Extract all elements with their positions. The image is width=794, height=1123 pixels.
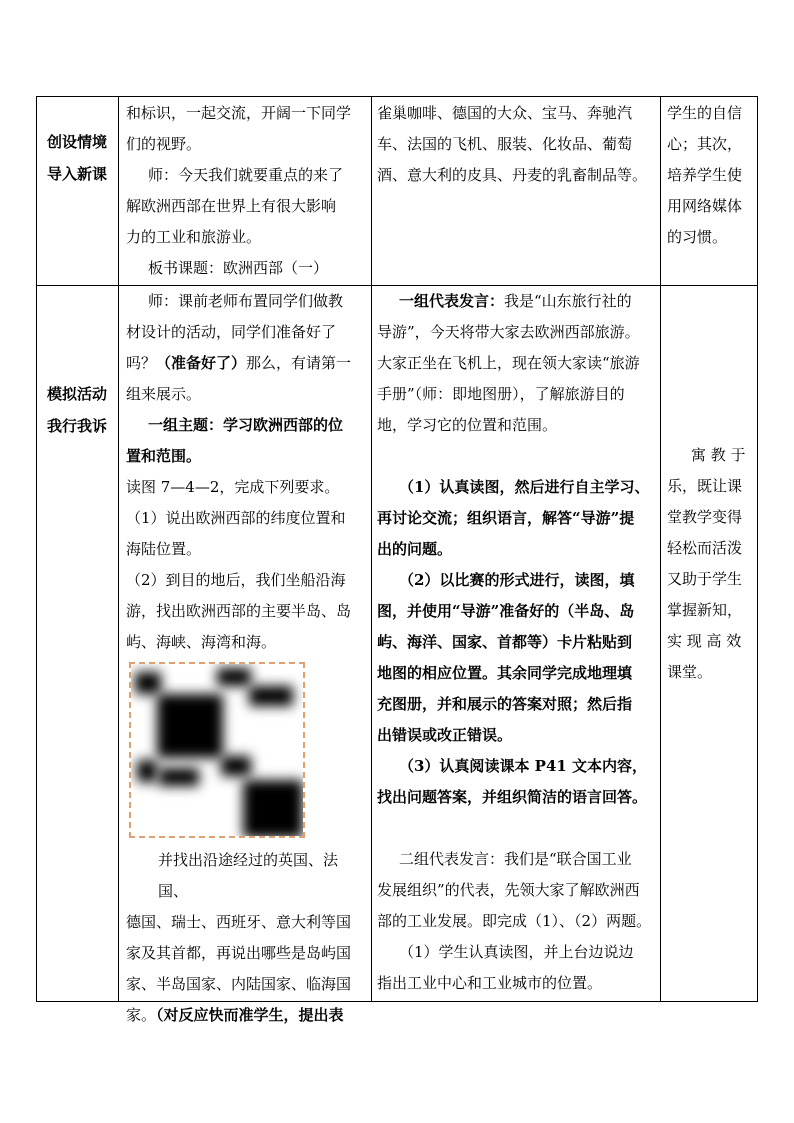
text-span: 我是“山东旅行社的 <box>504 292 632 310</box>
table-col-divider-1 <box>118 96 119 1002</box>
table-border-top <box>36 96 758 97</box>
text-span-bold: 出错误或改正错误。 <box>377 726 513 744</box>
text-line: 酒、意大利的皮具、丹麦的乳畜制品等。 <box>377 166 648 184</box>
text-line: 大家正坐在飞机上，现在领大家读“旅游 <box>377 354 640 372</box>
text-line <box>377 658 657 689</box>
text-line: 雀巢咖啡、德国的大众、宝马、奔驰汽 <box>377 104 633 122</box>
text-line: 乐，既让课 <box>667 477 743 495</box>
text-line: 海陆位置。 <box>126 540 202 558</box>
text-span-bold: （准备好了） <box>156 354 247 372</box>
text-line: （1）说出欧洲西部的纬度位置和 <box>126 509 346 527</box>
text-span-bold: 出的问题。 <box>377 540 453 558</box>
text-line <box>377 565 657 596</box>
text-line: 用网络媒体 <box>667 197 743 215</box>
text-span: 家。 <box>126 1006 157 1024</box>
text-line: 师：课前老师布置同学们做教 <box>148 292 344 310</box>
text-span-bold: （1）认真读图，然后进行自主学习、 <box>399 478 650 496</box>
text-line: 家、半岛国家、内陆国家、临海国 <box>126 975 352 993</box>
text-span-bold: 地图的相应位置。其余同学完成地理填 <box>377 664 633 682</box>
text-line <box>126 1000 366 1031</box>
text-span-bold: （2）以比赛的形式进行，读图，填 <box>399 571 635 589</box>
text-line <box>126 441 366 472</box>
table-col-divider-3 <box>660 96 661 1002</box>
text-span-bold: （3）认真阅读课本 P41 文本内容， <box>399 757 648 775</box>
text-line: 实 现 高 效 <box>667 632 742 650</box>
text-span-bold: 置和范围。 <box>126 447 202 465</box>
text-line <box>126 348 366 379</box>
text-line <box>377 534 657 565</box>
text-span-bold: 找出问题答案，并组织简洁的语言回答。 <box>377 788 648 806</box>
text-line: 材设计的活动，同学们准备好了 <box>126 323 337 341</box>
text-line <box>377 751 657 782</box>
text-line: 寓 教 于 <box>691 446 746 464</box>
text-line: 车、法国的飞机、服装、化妆品、葡萄 <box>377 135 633 153</box>
text-line: 部的工业发展。即完成（1）、（2）两题。 <box>377 912 652 930</box>
text-line: 组来展示。 <box>126 385 202 403</box>
text-line: 二组代表发言：我们是“联合国工业 <box>399 850 632 868</box>
text-line: 发展组织”的代表，先领大家了解欧洲西 <box>377 881 640 899</box>
qr-code-image <box>129 662 305 838</box>
text-line <box>377 472 657 503</box>
row1-label-line2: 导入新课 <box>46 165 107 183</box>
text-span-bold: （对反应快而准学生，提出表 <box>156 1006 344 1024</box>
text-line: 和标识，一起交流，开阔一下同学 <box>126 104 352 122</box>
text-line: 又助于学生 <box>667 570 743 588</box>
text-line: 解欧洲西部在世界上有很大影响 <box>126 197 337 215</box>
text-span-bold: 再讨论交流；组织语言，解答“导游”提 <box>377 509 635 527</box>
text-line: 心；其次， <box>667 135 743 153</box>
text-line <box>377 720 657 751</box>
text-line: 师：今天我们就要重点的来了 <box>148 166 344 184</box>
blank-line <box>377 441 657 472</box>
text-span: 吗？ <box>126 354 157 372</box>
text-span-bold: 图，并使用“导游”准备好的（半岛、岛 <box>377 602 635 620</box>
text-line <box>377 596 657 627</box>
row1-col3 <box>377 98 657 191</box>
text-line: 学生的自信 <box>667 104 743 122</box>
text-line: （2）到目的地后，我们坐船沿海 <box>126 571 346 589</box>
text-line: 地，学习它的位置和范围。 <box>377 416 558 434</box>
text-line: 力的工业和旅游业。 <box>126 228 262 246</box>
text-span: 那么，有请第一 <box>246 354 352 372</box>
text-line <box>377 503 657 534</box>
text-line: 板书课题：欧洲西部（一） <box>148 259 329 277</box>
text-line <box>377 689 657 720</box>
row1-label <box>38 126 116 190</box>
text-line: 指出工业中心和工业城市的位置。 <box>377 974 603 992</box>
text-line: 读图 7—4—2，完成下列要求。 <box>126 478 340 496</box>
text-line: 们的视野。 <box>126 135 202 153</box>
text-line: 导游”，今天将带大家去欧洲西部旅游。 <box>377 323 640 341</box>
text-line: 堂教学变得 <box>667 508 743 526</box>
text-line: 的习惯。 <box>667 228 728 246</box>
text-span-bold: 充图册，并和展示的答案对照；然后指 <box>377 695 633 713</box>
text-span-bold: 屿、海洋、国家、首都等）卡片粘贴到 <box>377 633 633 651</box>
text-line <box>377 782 657 813</box>
text-line: 手册”（师：即地图册），了解旅游目的 <box>377 385 625 403</box>
table-col-divider-2 <box>371 96 372 1002</box>
row2-label-line1: 模拟活动 <box>46 385 107 403</box>
row2-label <box>38 378 116 442</box>
text-line <box>377 627 657 658</box>
row2-col2-top <box>126 286 366 658</box>
text-line: 轻松而活泼 <box>667 539 743 557</box>
text-line: 掌握新知， <box>667 601 743 619</box>
blank-line <box>377 813 657 844</box>
table-border-right <box>757 96 758 1002</box>
text-line: 家及其首都，再说出哪些是岛屿国 <box>126 944 352 962</box>
text-line <box>377 286 657 317</box>
text-line: （1）学生认真读图，并上台边说边 <box>399 943 634 961</box>
text-line <box>126 410 366 441</box>
table-border-left <box>36 96 37 1002</box>
row2-label-line2: 我行我诉 <box>46 417 107 435</box>
text-line: 屿、海峡、海湾和海。 <box>126 633 277 651</box>
text-span-bold: 一组代表发言： <box>399 292 505 310</box>
text-line: 培养学生使 <box>667 166 743 184</box>
text-line: 并找出沿途经过的英国、法国、 <box>158 851 339 900</box>
row2-col3 <box>377 286 657 999</box>
text-line: 游，找出欧洲西部的主要半岛、岛 <box>126 602 352 620</box>
text-span-bold: 一组主题：学习欧洲西部的位 <box>148 416 344 434</box>
row1-col2 <box>126 98 366 284</box>
row2-col2-bottom <box>126 845 366 1031</box>
row1-col4 <box>667 98 753 253</box>
text-line: 德国、瑞士、西班牙、意大利等国 <box>126 913 352 931</box>
row2-col4 <box>667 440 753 688</box>
row1-label-line1: 创设情境 <box>46 133 107 151</box>
text-line: 课堂。 <box>667 663 713 681</box>
